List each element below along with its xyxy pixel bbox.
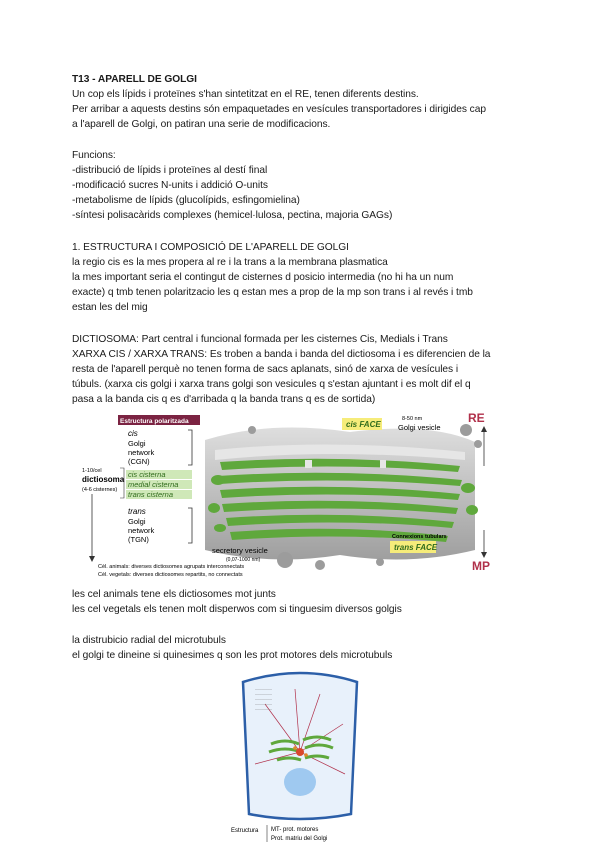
legend-line: ──────── <box>255 707 273 711</box>
mp-arrow-head <box>481 552 487 558</box>
cgn-line: Golgi <box>128 439 146 448</box>
intro-line-2: Per arribar a aquests destins són empaquetades en vesícules transportadores i dirigides cap <box>72 104 486 115</box>
tgn-bracket <box>188 508 192 543</box>
note-animals: Cèl. animals: diverses dictiosomes agrupats interconnectats <box>98 564 245 570</box>
funcio-item: -metabolisme de lípids (glucolípids, esfingomielina) <box>72 195 300 206</box>
trans-face-label: trans FACE <box>394 543 438 552</box>
trans-label: trans <box>128 507 146 516</box>
legend-line: ──────── <box>255 687 273 691</box>
cis-label: cis <box>128 429 138 438</box>
intro-line-3: a l'aparell de Golgi, on patiran una serie de modificacions. <box>72 119 331 130</box>
section1-line: estan les del mig <box>72 302 148 313</box>
dictiosoma-count: 1-10/cel <box>82 468 102 474</box>
dictiosoma-line: DICTIOSOMA: Part central i funcional formada per les cisternes Cis, Medials i Trans <box>72 334 448 345</box>
nucleus <box>284 768 316 796</box>
funcio-item: -distribució de lípids i proteïnes al destí final <box>72 165 268 176</box>
secretory-vesicle-size: (0,07-1000 nm) <box>226 557 261 563</box>
page-title: T13 - APARELL DE GOLGI <box>72 74 197 85</box>
legend-line: ──────── <box>255 697 273 701</box>
re-arrow-head <box>481 426 487 432</box>
secretory-vesicle-label: secretory vesicle <box>212 546 268 555</box>
legend-lines <box>254 687 273 711</box>
microtubuls-line: la distrubicio radial del microtubuls <box>72 635 226 646</box>
medial-cisterna-label: medial cisterna <box>128 480 179 489</box>
legend-line: ──────── <box>255 702 273 706</box>
section1-line: exacte) q tmb tenen polaritzacio les q estan mes a prop de la mp son trans i al revés i tmb <box>72 287 473 298</box>
figure-header: Estructura polaritzada <box>120 418 189 425</box>
note-vegetals: Cèl. vegetals: diverses dictiosomes repartits, no connectats <box>98 572 243 578</box>
golgi-vesicle-label: Golgi vesicle <box>398 423 441 432</box>
connexions-label: Connexions tubulars <box>392 534 447 540</box>
dictiosoma-line: pasa a la banda cis q es d'arribada q la banda trans q es de sortida) <box>72 394 376 405</box>
re-label: RE <box>468 411 485 425</box>
dictiosoma-sub: (4-6 cisternes) <box>82 487 118 493</box>
section1-line: la mes important seria el contingut de cisternes d posicio intermedia (no hi ha un num <box>72 272 454 283</box>
trans-cisterna-label: trans cisterna <box>128 490 174 499</box>
tgn-line: Golgi <box>128 517 146 526</box>
golgi-structure-figure <box>80 410 520 582</box>
cis-cisterna-label: cis cisterna <box>128 470 166 479</box>
dictiosoma-line: resta de l'aparell perquè no tenen forma de sacs aplanats, sinó de xarxa de vesícules i <box>72 364 459 375</box>
golgi-vesicle-size: 8-50 nm <box>402 416 423 422</box>
estructura-label: Estructura <box>231 828 259 834</box>
intro-line-1: Un cop els lípids i proteïnes s'han sintetitzat en el RE, tenen diferents destins. <box>72 89 419 100</box>
funcio-item: -síntesi polisacàrids complexes (hemicel·lulosa, pectina, majoria GAGs) <box>72 210 393 221</box>
cgn-line: (CGN) <box>128 457 150 466</box>
tgn-line: (TGN) <box>128 535 149 544</box>
after-figure-line: les cel animals tene els dictiosomes mot junts <box>72 589 276 600</box>
dictiosoma-label: dictiosoma <box>82 475 125 484</box>
section1-line: la regio cis es la mes propera al re i la trans a la membrana plasmatica <box>72 257 388 268</box>
cis-face-label: cis FACE <box>346 420 381 429</box>
after-figure-line: les cel vegetals els tenen molt disperwos com si tinguesim diversos golgis <box>72 604 402 615</box>
side-arrow-head <box>89 556 95 562</box>
funcio-item: -modificació sucres N-units i addició O-units <box>72 180 268 191</box>
microtubuls-line: el golgi te dineine si quinesimes q son les prot motores dels microtubuls <box>72 650 393 661</box>
cgn-bracket <box>188 430 192 465</box>
dictiosoma-line: XARXA CIS / XARXA TRANS: Es troben a banda i banda del dictiosoma i es diferencien de la <box>72 349 491 360</box>
cgn-line: network <box>128 448 155 457</box>
figure2-line2: Prot. matriu del Golgi <box>271 836 328 842</box>
section1-heading: 1. ESTRUCTURA I COMPOSICIÓ DE L'APARELL DE GOLGI <box>72 242 349 253</box>
mp-label: MP <box>472 559 490 573</box>
figure2-line1: MT- prot. motores <box>271 827 319 833</box>
dictiosoma-line: túbuls. (xarxa cis golgi i xarxa trans golgi son vesicules q s'estan ajuntant i es molt dif el q <box>72 379 471 390</box>
microtubule-figure <box>225 664 375 844</box>
legend-line: ──────── <box>255 692 273 696</box>
tgn-line: network <box>128 526 155 535</box>
funcions-heading: Funcions: <box>72 150 116 161</box>
